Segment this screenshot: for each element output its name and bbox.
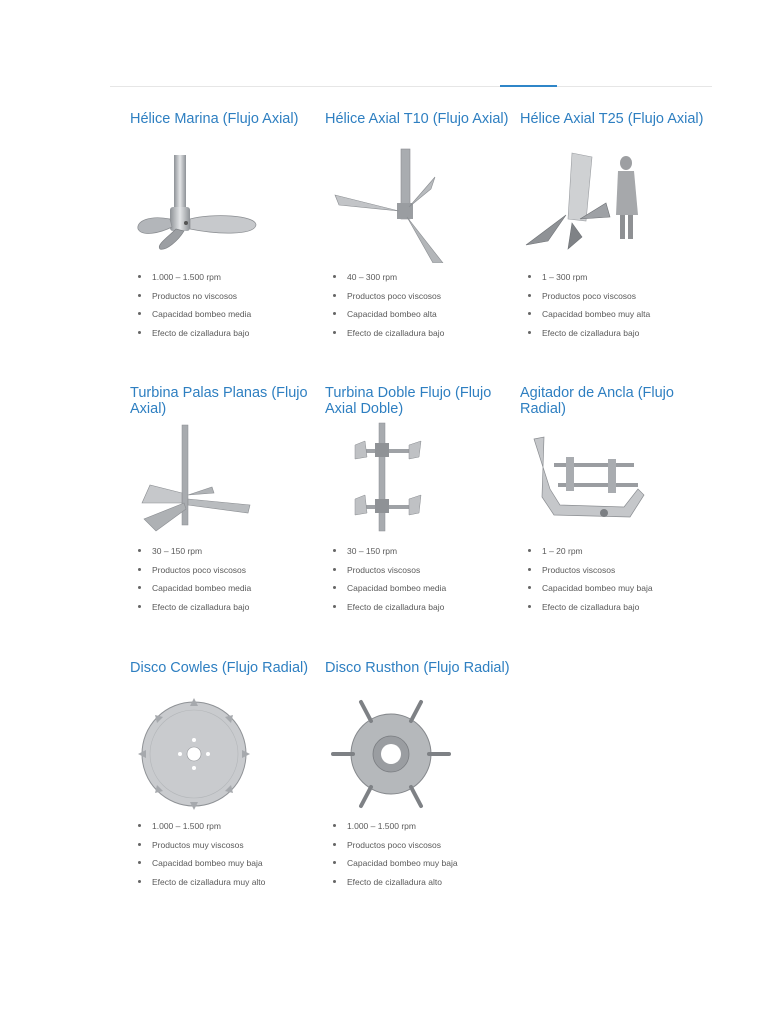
spec-item: Productos muy viscosos [138,839,265,858]
spec-item: Capacidad bombeo media [138,582,251,601]
spec-item: 1.000 – 1.500 rpm [333,820,458,839]
spec-list [138,545,251,619]
spec-list [138,271,251,345]
cowles-disc-icon [130,694,270,812]
axial-impeller-t25-icon [520,145,660,263]
spec-item: Efecto de cizalladura alto [333,876,458,895]
axial-impeller-t10-icon [325,145,465,263]
card-title: Agitador de Ancla (Flujo Radial) [520,385,674,417]
card-title: Disco Cowles (Flujo Radial) [130,660,309,676]
agitator-card [130,660,320,920]
spec-item: Capacidad bombeo muy baja [138,857,265,876]
spec-item: Capacidad bombeo muy alta [528,308,650,327]
spec-item: Productos poco viscosos [138,564,251,583]
spec-list [333,545,446,619]
spec-item: 40 – 300 rpm [333,271,444,290]
agitator-card [520,111,710,371]
card-title: Hélice Marina (Flujo Axial) [130,111,299,127]
spec-item: Productos viscosos [333,564,446,583]
spec-item: 1.000 – 1.500 rpm [138,271,251,290]
spec-list [528,271,650,345]
agitator-card [130,385,320,645]
spec-item: Capacidad bombeo muy baja [333,857,458,876]
spec-item: Productos poco viscosos [333,290,444,309]
spec-item: Capacidad bombeo alta [333,308,444,327]
spec-item: Productos viscosos [528,564,653,583]
spec-item: Efecto de cizalladura bajo [528,601,653,620]
spec-list [333,820,458,894]
card-title: Hélice Axial T10 (Flujo Axial) [325,111,509,127]
spec-item: Capacidad bombeo muy baja [528,582,653,601]
spec-item: Efecto de cizalladura bajo [138,327,251,346]
flat-blade-turbine-icon [130,419,270,537]
spec-item: Capacidad bombeo media [333,582,446,601]
spec-item: 30 – 150 rpm [333,545,446,564]
spec-item: Efecto de cizalladura bajo [138,601,251,620]
spec-list [528,545,653,619]
card-title: Turbina Palas Planas (Flujo Axial) [130,385,308,417]
spec-item: Productos poco viscosos [333,839,458,858]
spec-list [138,820,265,894]
agitator-card [130,111,320,371]
agitator-card [325,660,515,920]
spec-item: Efecto de cizalladura muy alto [138,876,265,895]
spec-item: 1 – 300 rpm [528,271,650,290]
spec-list [333,271,444,345]
marine-propeller-icon [130,145,270,263]
rushton-disc-icon [325,694,465,812]
double-flow-turbine-icon [325,419,465,537]
agitator-card [520,385,710,645]
spec-item: 1 – 20 rpm [528,545,653,564]
agitator-card [325,385,515,645]
anchor-agitator-icon [520,419,660,537]
spec-item: 1.000 – 1.500 rpm [138,820,265,839]
spec-item: Capacidad bombeo media [138,308,251,327]
spec-item: Productos no viscosos [138,290,251,309]
agitator-card [325,111,515,371]
spec-item: Efecto de cizalladura bajo [528,327,650,346]
card-title: Turbina Doble Flujo (Flujo Axial Doble) [325,385,492,417]
spec-item: Productos poco viscosos [528,290,650,309]
card-title: Disco Rusthon (Flujo Radial) [325,660,510,676]
spec-item: Efecto de cizalladura bajo [333,601,446,620]
spec-item: Efecto de cizalladura bajo [333,327,444,346]
card-title: Hélice Axial T25 (Flujo Axial) [520,111,704,127]
spec-item: 30 – 150 rpm [138,545,251,564]
